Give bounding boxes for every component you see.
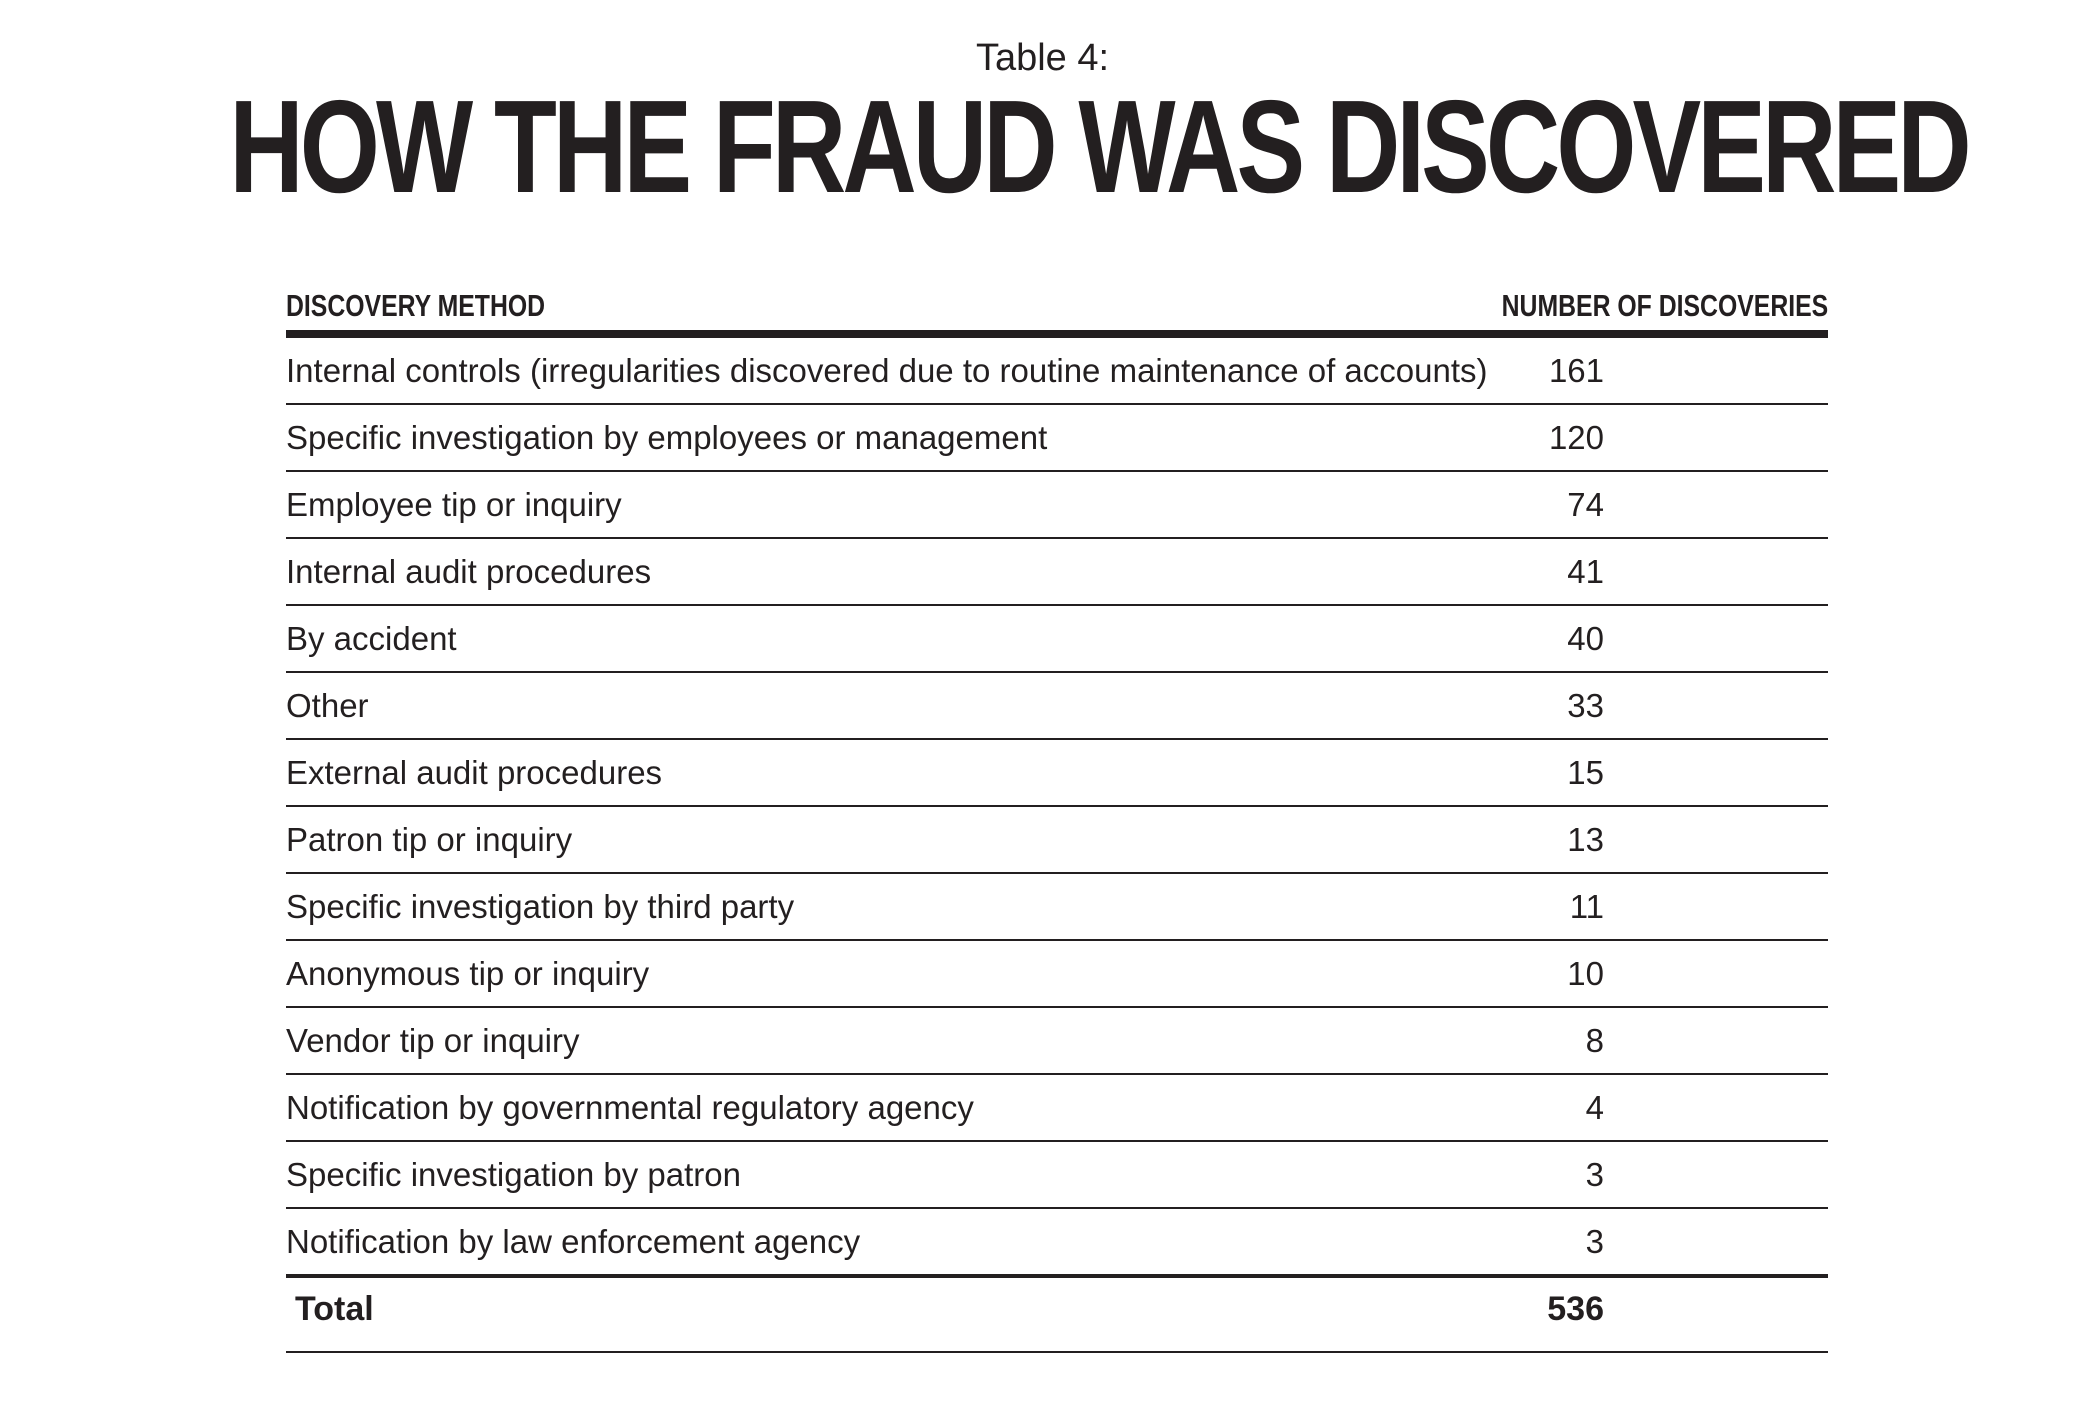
discovery-table	[286, 276, 1828, 1353]
total-row	[286, 1278, 1828, 1353]
table-number: Table 4:	[975, 37, 1110, 79]
total-label: Total	[295, 1290, 374, 1328]
table-row	[286, 539, 1828, 606]
method-cell: Specific investigation by employees or management	[286, 419, 1048, 456]
table-row	[286, 941, 1828, 1008]
table-row	[286, 606, 1828, 673]
method-cell: Anonymous tip or inquiry	[286, 955, 650, 992]
count-value: 120	[1548, 419, 1604, 456]
table-row	[286, 472, 1828, 539]
method-cell: Internal controls (irregularities discovered due to routine maintenance of accounts)	[286, 352, 1488, 389]
count-value: 15	[1567, 754, 1604, 791]
method-cell: Notification by governmental regulatory agency	[286, 1089, 974, 1126]
table-row	[286, 338, 1828, 405]
table-row	[286, 874, 1828, 941]
method-cell: Other	[286, 687, 369, 724]
count-value: 10	[1567, 955, 1604, 992]
count-value: 3	[1585, 1156, 1604, 1193]
table-row	[286, 1075, 1828, 1142]
method-cell: External audit procedures	[286, 754, 663, 791]
table-row	[286, 1209, 1828, 1278]
method-cell: Specific investigation by third party	[286, 888, 795, 925]
table-row	[286, 1142, 1828, 1209]
count-value: 13	[1567, 821, 1604, 858]
table-row	[286, 807, 1828, 874]
method-cell: By accident	[286, 620, 457, 657]
count-value: 161	[1548, 352, 1604, 389]
count-value: 4	[1585, 1089, 1604, 1126]
table-header	[286, 276, 1828, 338]
method-cell: Patron tip or inquiry	[286, 821, 573, 858]
count-value: 40	[1567, 620, 1604, 657]
total-value: 536	[1547, 1290, 1604, 1328]
method-cell: Employee tip or inquiry	[286, 486, 622, 523]
method-cell: Specific investigation by patron	[286, 1156, 741, 1193]
method-cell: Vendor tip or inquiry	[286, 1022, 580, 1059]
method-cell: Internal audit procedures	[286, 553, 652, 590]
count-value: 3	[1585, 1223, 1604, 1260]
table-row	[286, 740, 1828, 807]
count-value: 33	[1567, 687, 1604, 724]
count-value: 8	[1585, 1022, 1604, 1059]
column-header-method: DISCOVERY METHOD	[286, 288, 546, 323]
method-cell: Notification by law enforcement agency	[286, 1223, 861, 1260]
count-value: 11	[1569, 888, 1604, 925]
column-header-count: NUMBER OF DISCOVERIES	[1501, 288, 1828, 323]
count-value: 41	[1567, 553, 1604, 590]
table-row	[286, 405, 1828, 472]
count-value: 74	[1567, 486, 1604, 523]
table-row	[286, 1008, 1828, 1075]
page-title: HOW THE FRAUD WAS DISCOVERED	[229, 73, 1968, 220]
table-row	[286, 673, 1828, 740]
